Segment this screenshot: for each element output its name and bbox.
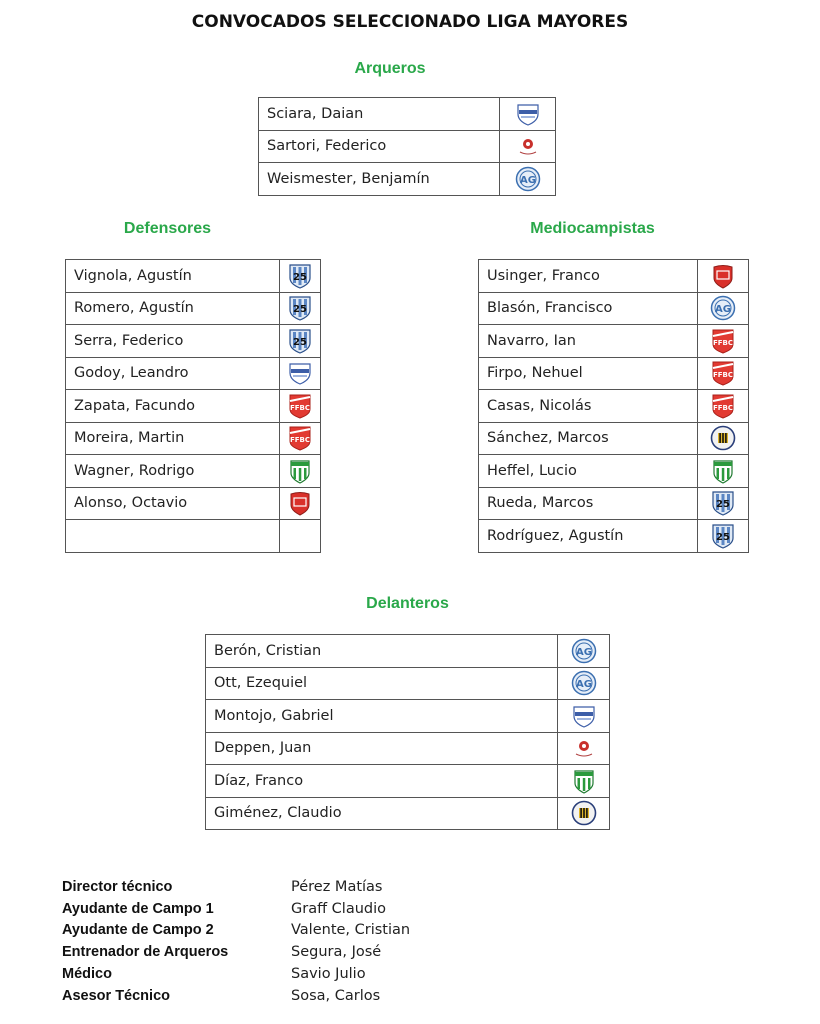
section-heading-mediocampistas: Mediocampistas [530, 220, 655, 237]
player-row [479, 325, 749, 358]
player-name: Moreira, Martin [66, 422, 280, 455]
svg-text:FFBC: FFBC [712, 371, 734, 380]
player-name: Blasón, Francisco [479, 292, 698, 325]
player-name: Rueda, Marcos [479, 487, 698, 520]
player-name: Usinger, Franco [479, 260, 698, 293]
club-crest-cell [698, 325, 749, 358]
player-row [479, 260, 749, 293]
ffbc-crest-icon [710, 393, 736, 419]
mediocampistas-table [478, 259, 749, 553]
club-25-crest-icon [287, 328, 313, 354]
ag-crest-icon [571, 638, 597, 664]
svg-text:AG: AG [575, 646, 592, 658]
staff-row [62, 876, 410, 898]
player-row [66, 357, 321, 390]
red-shield-crest-icon [287, 490, 313, 516]
player-row [206, 797, 610, 830]
club-crest-cell [698, 357, 749, 390]
player-row [66, 422, 321, 455]
club-crest-cell [280, 422, 321, 455]
player-row [479, 520, 749, 553]
player-name: Godoy, Leandro [66, 357, 280, 390]
player-row [206, 667, 610, 700]
player-row [206, 700, 610, 733]
player-name: Rodríguez, Agustín [479, 520, 698, 553]
ffbc-crest-icon [287, 425, 313, 451]
player-name: Serra, Federico [66, 325, 280, 358]
player-row [66, 390, 321, 423]
staff-name: Savio Julio [291, 966, 366, 983]
section-heading-arqueros: Arqueros [354, 60, 426, 77]
staff-role: Entrenador de Arqueros [62, 944, 229, 961]
hermandad-crest-icon [571, 735, 597, 761]
player-row [66, 260, 321, 293]
club-crest-cell [558, 797, 610, 830]
club-crest-cell [558, 765, 610, 798]
player-row [66, 455, 321, 488]
club-crest-cell [698, 455, 749, 488]
staff-row [62, 898, 410, 920]
club-crest-cell [280, 487, 321, 520]
gold-black-crest-icon [710, 425, 736, 451]
player-row [66, 487, 321, 520]
player-row [66, 292, 321, 325]
player-row [259, 163, 556, 196]
player-name: Zapata, Facundo [66, 390, 280, 423]
club-crest-cell [698, 292, 749, 325]
ag-crest-icon [571, 670, 597, 696]
ag-crest-icon [515, 166, 541, 192]
libertad-crest-icon [571, 703, 597, 729]
club-crest-cell [280, 292, 321, 325]
club-crest-cell [500, 98, 556, 131]
player-name: Wagner, Rodrigo [66, 455, 280, 488]
staff-row [62, 920, 410, 942]
player-row [479, 292, 749, 325]
player-name: Alonso, Octavio [66, 487, 280, 520]
hermandad-crest-icon [515, 133, 541, 159]
staff-name: Sosa, Carlos [291, 987, 381, 1004]
player-name: Díaz, Franco [206, 765, 558, 798]
player-name: Casas, Nicolás [479, 390, 698, 423]
red-shield-crest-icon [710, 263, 736, 289]
green-striped-crest-icon [571, 768, 597, 794]
player-row [479, 357, 749, 390]
club-crest-cell [280, 390, 321, 423]
club-crest-cell [280, 260, 321, 293]
svg-text:FFBC: FFBC [712, 338, 734, 347]
club-crest-cell [698, 390, 749, 423]
svg-text:25: 25 [293, 304, 307, 316]
player-name [66, 520, 280, 553]
green-striped-crest-icon [287, 458, 313, 484]
club-crest-cell [500, 163, 556, 196]
player-name: Firpo, Nehuel [479, 357, 698, 390]
staff-role: Director técnico [62, 878, 173, 895]
player-name: Vignola, Agustín [66, 260, 280, 293]
player-name: Deppen, Juan [206, 732, 558, 765]
gold-black-crest-icon [571, 800, 597, 826]
club-crest-cell [558, 635, 610, 668]
club-crest-cell [698, 260, 749, 293]
staff-row [62, 941, 410, 963]
player-name: Sciara, Daian [259, 98, 500, 131]
player-name: Ott, Ezequiel [206, 667, 558, 700]
player-row [479, 487, 749, 520]
player-name: Giménez, Claudio [206, 797, 558, 830]
staff-role: Asesor Técnico [62, 987, 170, 1004]
coaching-staff-list [62, 876, 410, 1007]
club-25-crest-icon [710, 490, 736, 516]
ffbc-crest-icon [710, 360, 736, 386]
club-crest-cell [280, 325, 321, 358]
player-name: Sartori, Federico [259, 130, 500, 163]
club-25-crest-icon [287, 295, 313, 321]
club-crest-cell [500, 130, 556, 163]
player-row [259, 130, 556, 163]
club-crest-cell [558, 667, 610, 700]
section-heading-defensores: Defensores [123, 220, 212, 237]
svg-text:25: 25 [293, 336, 307, 348]
club-25-crest-icon [287, 263, 313, 289]
ffbc-crest-icon [287, 393, 313, 419]
player-name: Montojo, Gabriel [206, 700, 558, 733]
svg-text:25: 25 [293, 271, 307, 283]
svg-text:FFBC: FFBC [289, 436, 311, 445]
page-title: CONVOCADOS SELECCIONADO LIGA MAYORES [191, 12, 629, 32]
player-name: Navarro, Ian [479, 325, 698, 358]
player-row [479, 390, 749, 423]
club-crest-cell [558, 700, 610, 733]
player-name: Berón, Cristian [206, 635, 558, 668]
svg-text:AG: AG [575, 679, 592, 691]
player-row [66, 520, 321, 553]
delanteros-table [205, 634, 610, 830]
staff-row [62, 963, 410, 985]
svg-text:FFBC: FFBC [712, 403, 734, 412]
staff-name: Pérez Matías [291, 878, 383, 895]
player-row [206, 732, 610, 765]
player-row [479, 455, 749, 488]
club-crest-cell [280, 357, 321, 390]
staff-name: Segura, José [291, 944, 382, 961]
player-name: Weismester, Benjamín [259, 163, 500, 196]
player-row [206, 765, 610, 798]
club-crest-cell [698, 520, 749, 553]
staff-row [62, 985, 410, 1007]
arqueros-table [258, 97, 556, 196]
svg-text:AG: AG [715, 304, 731, 316]
staff-name: Valente, Cristian [291, 922, 411, 939]
club-crest-cell [698, 487, 749, 520]
libertad-crest-icon [515, 101, 541, 127]
ag-crest-icon [710, 295, 736, 321]
section-heading-delanteros: Delanteros [366, 595, 449, 612]
player-name: Heffel, Lucio [479, 455, 698, 488]
staff-name: Graff Claudio [291, 900, 387, 917]
defensores-table [65, 259, 321, 553]
club-crest-cell [558, 732, 610, 765]
staff-role: Ayudante de Campo 1 [62, 900, 214, 917]
player-name: Sánchez, Marcos [479, 422, 698, 455]
svg-text:25: 25 [716, 531, 730, 543]
player-row [66, 325, 321, 358]
club-crest-cell [280, 520, 321, 553]
svg-text:FFBC: FFBC [289, 403, 311, 412]
svg-text:AG: AG [519, 174, 536, 186]
club-25-crest-icon [710, 523, 736, 549]
player-row [479, 422, 749, 455]
player-row [206, 635, 610, 668]
svg-text:25: 25 [716, 499, 730, 511]
player-name: Romero, Agustín [66, 292, 280, 325]
staff-role: Médico [62, 966, 112, 983]
club-crest-cell [698, 422, 749, 455]
libertad-crest-icon [287, 360, 313, 386]
ffbc-crest-icon [710, 328, 736, 354]
club-crest-cell [280, 455, 321, 488]
staff-role: Ayudante de Campo 2 [62, 922, 214, 939]
player-row [259, 98, 556, 131]
green-striped-crest-icon [710, 458, 736, 484]
